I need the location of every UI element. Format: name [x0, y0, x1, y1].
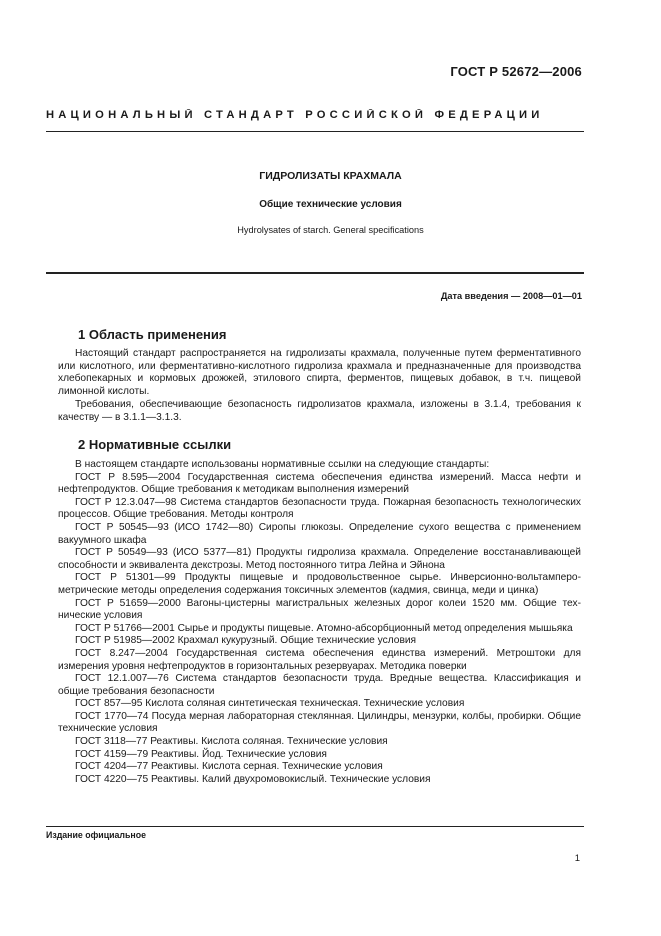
reference-text: ГОСТ Р 51766—2001 Сырье и продукты пищевые. Атомно-абсорбционный метод определения мышьяка [75, 622, 573, 634]
introduction-date: Дата введения — 2008—01—01 [440, 291, 582, 301]
reference-item [58, 635, 581, 648]
reference-item [58, 497, 581, 522]
reference-item [58, 623, 581, 636]
reference-item [58, 522, 581, 547]
standard-code: ГОСТ Р 52672—2006 [450, 64, 582, 79]
reference-text: ГОСТ Р 51659—2000 Вагоны-цистерны магистральных железных дорог колеи 1520 мм. Общие технические условия [58, 597, 581, 622]
reference-text: ГОСТ 857—95 Кислота соляная синтетическая техническая. Технические условия [75, 698, 465, 710]
section-1-paragraph-2 [58, 399, 581, 424]
title-rule [46, 272, 584, 274]
english-title: Hydrolysates of starch. General specifications [237, 225, 424, 235]
references-intro [58, 459, 581, 472]
reference-item [58, 774, 581, 787]
references-intro-text: В настоящем стандарте использованы нормативные ссылки на следующие стандарты: [75, 459, 490, 470]
reference-item [58, 698, 581, 711]
reference-item [58, 736, 581, 749]
reference-text: ГОСТ 12.1.007—76 Система стандартов безопасности труда. Вредные вещества. Классификация и общие требования безопасности [58, 673, 581, 697]
reference-item [58, 472, 581, 497]
reference-text: ГОСТ Р 12.3.047—98 Система стандартов безопасности труда. Пожарная безопасность технологических процессов. Общие требования. Методы контроля [58, 496, 581, 521]
document-subtitle: Общие технические условия [259, 199, 402, 210]
section-1-heading: 1 Область применения [78, 327, 227, 342]
section-1-paragraph-1 [58, 348, 581, 398]
reference-text: ГОСТ 3118—77 Реактивы. Кислота соляная. Технические условия [75, 736, 388, 748]
reference-text: ГОСТ 4204—77 Реактивы. Кислота серная. Технические условия [75, 761, 383, 773]
reference-text: ГОСТ Р 8.595—2004 Государственная система обеспечения единства измерений. Масса нефти и нефтепродуктов. Общие требования к методикам выполнения измерений [58, 471, 581, 496]
normative-references [58, 459, 581, 786]
reference-text: ГОСТ Р 51301—99 Продукты пищевые и продовольственное сырье. Инверсионно-вольтамперометрические методы определения содержания токсичных элементов (кадмия, свинца, меди и цинка) [58, 572, 581, 596]
official-edition-label: Издание официальное [46, 830, 146, 840]
national-standard-banner: НАЦИОНАЛЬНЫЙ СТАНДАРТ РОССИЙСКОЙ ФЕДЕРАЦИИ [46, 109, 544, 121]
reference-text: ГОСТ Р 51985—2002 Крахмал кукурузный. Общие технические условия [75, 635, 417, 647]
reference-text: ГОСТ 4159—79 Реактивы. Йод. Технические условия [75, 748, 327, 760]
section-1-paragraph-2-text: Требования, обеспечивающие безопасность гидролизатов крахмала, изложены в 3.1.4, требования к качеству — в 3.1.1—3.1.3. [58, 399, 581, 423]
reference-item [58, 572, 581, 597]
footer-rule [46, 826, 584, 827]
reference-item [58, 648, 581, 673]
reference-text: ГОСТ 1770—74 Посуда мерная лабораторная стеклянная. Цилиндры, мензурки, колбы, пробирки. Общие технические условия [58, 710, 581, 735]
reference-item [58, 673, 581, 698]
header-rule [46, 131, 584, 132]
page-number: 1 [574, 853, 580, 864]
reference-text: ГОСТ 8.247—2004 Государственная система обеспечения единства измерений. Метроштоки для измерения уровня нефтепродуктов в горизонтальных резервуарах. Методика поверки [58, 647, 581, 672]
reference-text: ГОСТ 4220—75 Реактивы. Калий двухромовокислый. Технические условия [75, 773, 431, 785]
reference-item [58, 598, 581, 623]
reference-item [58, 749, 581, 762]
reference-item [58, 547, 581, 572]
section-2-heading: 2 Нормативные ссылки [78, 437, 232, 452]
reference-text: ГОСТ Р 50549—93 (ИСО 5377—81) Продукты гидролиза крахмала. Определение восстанавливающей способности и эквивалента декстрозы. Метод постоянного титра Лейна и Эйнона [58, 547, 581, 571]
document-title: ГИДРОЛИЗАТЫ КРАХМАЛА [259, 170, 402, 182]
reference-item [58, 711, 581, 736]
section-1-paragraph-1-text: Настоящий стандарт распространяется на гидролизаты крахмала, полученные путем ферментативного или кислотного, или ферментативно-кислотного гидролиза крахмала и предназначенные для производства хлебопекарных и кормовых дрожжей, этилового спирта, ферментов, пищевых добавок, в т.ч. пищевой лимонной кислоты. [58, 348, 581, 397]
reference-text: ГОСТ Р 50545—93 (ИСО 1742—80) Сиропы глюкозы. Определение сухого вещества с применением вакуумного шкафа [58, 521, 581, 546]
reference-item [58, 761, 581, 774]
